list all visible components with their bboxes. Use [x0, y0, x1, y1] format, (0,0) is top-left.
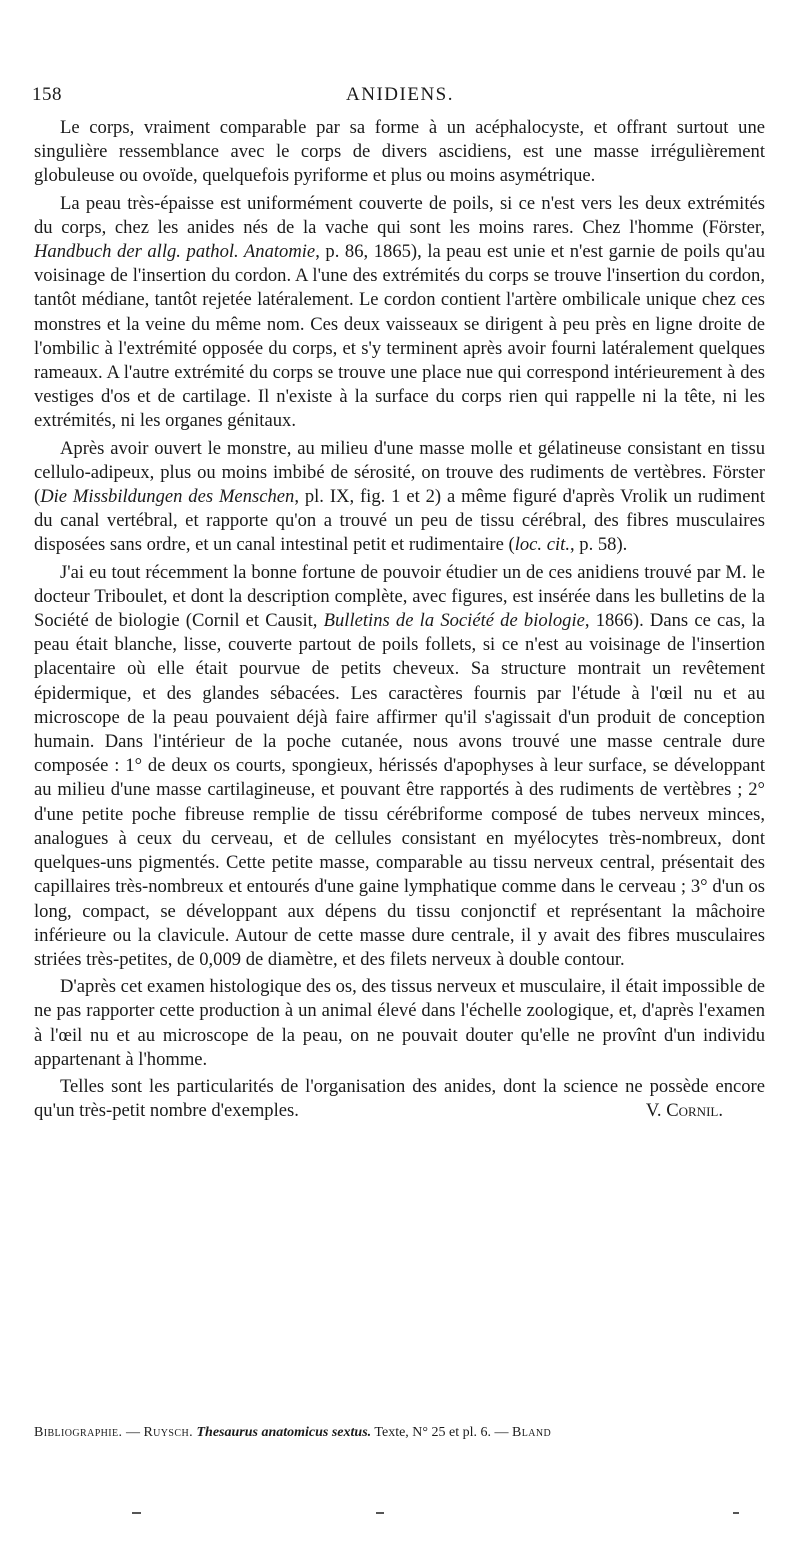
- paragraph-text: , pl. IX, fig. 1 et 2) a même figuré d'après Vrolik un rudiment du canal vertébral, et rapporte qu'on a trouvé un peu de tissu cérébral, des fibres musculaires disposées sans ordre, et un canal intestinal petit et rudimentaire (: [34, 486, 765, 556]
- bibliography-line: [34, 1424, 765, 1442]
- italic-citation: loc. cit.: [514, 534, 570, 556]
- printer-mark: [733, 1512, 739, 1514]
- page-header: [32, 84, 768, 110]
- bibliography-next-author: Bland: [512, 1425, 552, 1440]
- paragraph-text: , p. 58).: [569, 534, 628, 556]
- printer-mark: [132, 1512, 141, 1514]
- paragraph-text: Telles sont les particularités de l'organisation des anides, dont la science ne possède encore qu'un très-petit nombre d'exemples.: [34, 1075, 765, 1122]
- footer-printer-marks: [0, 1508, 800, 1520]
- paragraph-text: Après avoir ouvert le monstre, au milieu d'une masse molle et gélatineuse consistant en tissu cellulo-adipeux, plus ou moins imbibé de sérosité, on trouve des rudiments de vertèbres. Förster (: [34, 437, 765, 508]
- italic-citation: Bulletins de la Société de biologie: [323, 610, 585, 632]
- paragraph: [34, 116, 765, 189]
- paragraph-text: J'ai eu tout récemment la bonne fortune de pouvoir étudier un de ces anidiens trouvé par M. le docteur Triboulet, et dont la description complète, avec figures, est insérée dans les bulletins de la Société de biologie (Cornil et Causit,: [34, 561, 765, 632]
- paragraph: [34, 561, 765, 972]
- paragraph: [34, 192, 765, 434]
- italic-citation: Handbuch der allg. pathol. Anatomie: [34, 241, 316, 263]
- author-signature: V. Cornil.: [645, 1100, 723, 1122]
- paragraph: [34, 975, 765, 1072]
- italic-citation: Die Missbildungen des Menschen: [40, 486, 295, 508]
- paragraph-text: , 1866). Dans ce cas, la peau était blanche, lisse, couverte partout de poils follets, si ce n'est au voisinage de l'insertion placentaire où elle était pourvue de petits cheveux. Sa structure montrait un revêtement épidermique, et des glandes sébacées. Les caractères fournis par l'étude à l'œil nu et au microscope de la peau pouvaient déjà faire affirmer qu'il s'agissait d'un produit de conception humain. Dans l'intérieur de la poche cutanée, nous avons trouvé une masse centrale dure composée : 1° de deux os courts, spongieux, hérissés d'apophyses à leur surface, se développant au milieu d'une masse cartilagineuse, et pouvant être rapportés à des rudiments de vertèbres ; 2° d'une petite poche fibreuse remplie de tissu cérébriforme composé de tubes nerveux minces, analogues à ceux du cerveau, et de cellules consistant en myélocytes très-nombreux, dont quelques-uns pigmentés. Cette petite masse, comparable au tissu nerveux central, présentait des capillaires très-nombreux et entourés d'une gaine lymphatique comme dans le cerveau ; 3° d'un os long, compact, se développant aux dépens du tissu conjonctif et représentant la mâchoire inférieure ou la clavicule. Autour de cette masse dure centrale, il y avait des fibres musculaires striées très-petites, de 0,009 de diamètre, et des filets nerveux à double contour.: [34, 610, 766, 970]
- bibliography-details: Texte, N° 25 et pl. 6. —: [371, 1425, 512, 1440]
- paragraph: [34, 1075, 765, 1123]
- running-title: ANIDIENS.: [346, 84, 454, 105]
- bibliography-title: Thesaurus anatomicus sextus.: [196, 1425, 372, 1440]
- paragraph-text: , p. 86, 1865), la peau est unie et n'est garnie de poils qu'au voisinage de l'insertion du cordon. A l'une des extrémités du corps se trouve l'insertion du cordon, tantôt médiane, tantôt rejetée latéralement. Le cordon contient l'artère ombilicale unique chez ces monstres et la veine du même nom. Ces deux vaisseaux se dirigent à peu près en ligne droite de l'ombilic à l'extrémité opposée du corps, et s'y terminent après avoir fourni latéralement quelques rameaux. A l'autre extrémité du corps se trouve une place nue qui correspond intérieurement à des vestiges d'os et de cartilage. Il n'existe à la surface du corps rien qui rappelle ni la tête, ni les extrémités, ni les organes génitaux.: [34, 241, 765, 432]
- body-text: [34, 116, 765, 1123]
- paragraph: [34, 437, 765, 558]
- paragraph-text: Le corps, vraiment comparable par sa forme à un acéphalocyste, et offrant surtout une singulière ressemblance avec le corps de divers ascidiens, est une masse irrégulièrement globuleuse ou ovoïde, quelquefois pyriforme et plus ou moins asymétrique.: [34, 117, 765, 187]
- page-number: 158: [32, 84, 62, 105]
- bibliography-label: Bibliographie.: [34, 1425, 123, 1440]
- bibliography-author: Ruysch.: [143, 1425, 193, 1440]
- paragraph-text: La peau très-épaisse est uniformément couverte de poils, si ce n'est vers les deux extrémités du corps, chez les anides nés de la vache qui sont les moins rares. Chez l'homme (Förster,: [34, 192, 765, 238]
- printer-mark: [376, 1512, 384, 1514]
- bibliography-dash: —: [122, 1425, 144, 1440]
- paragraph-text: D'après cet examen histologique des os, des tissus nerveux et musculaire, il était impossible de ne pas rapporter cette production à un animal élevé dans l'échelle zoologique, et, d'après l'examen à l'œil nu et au microscope de la peau, on ne pouvait douter qu'elle ne provînt d'un individu appartenant à l'homme.: [34, 976, 765, 1070]
